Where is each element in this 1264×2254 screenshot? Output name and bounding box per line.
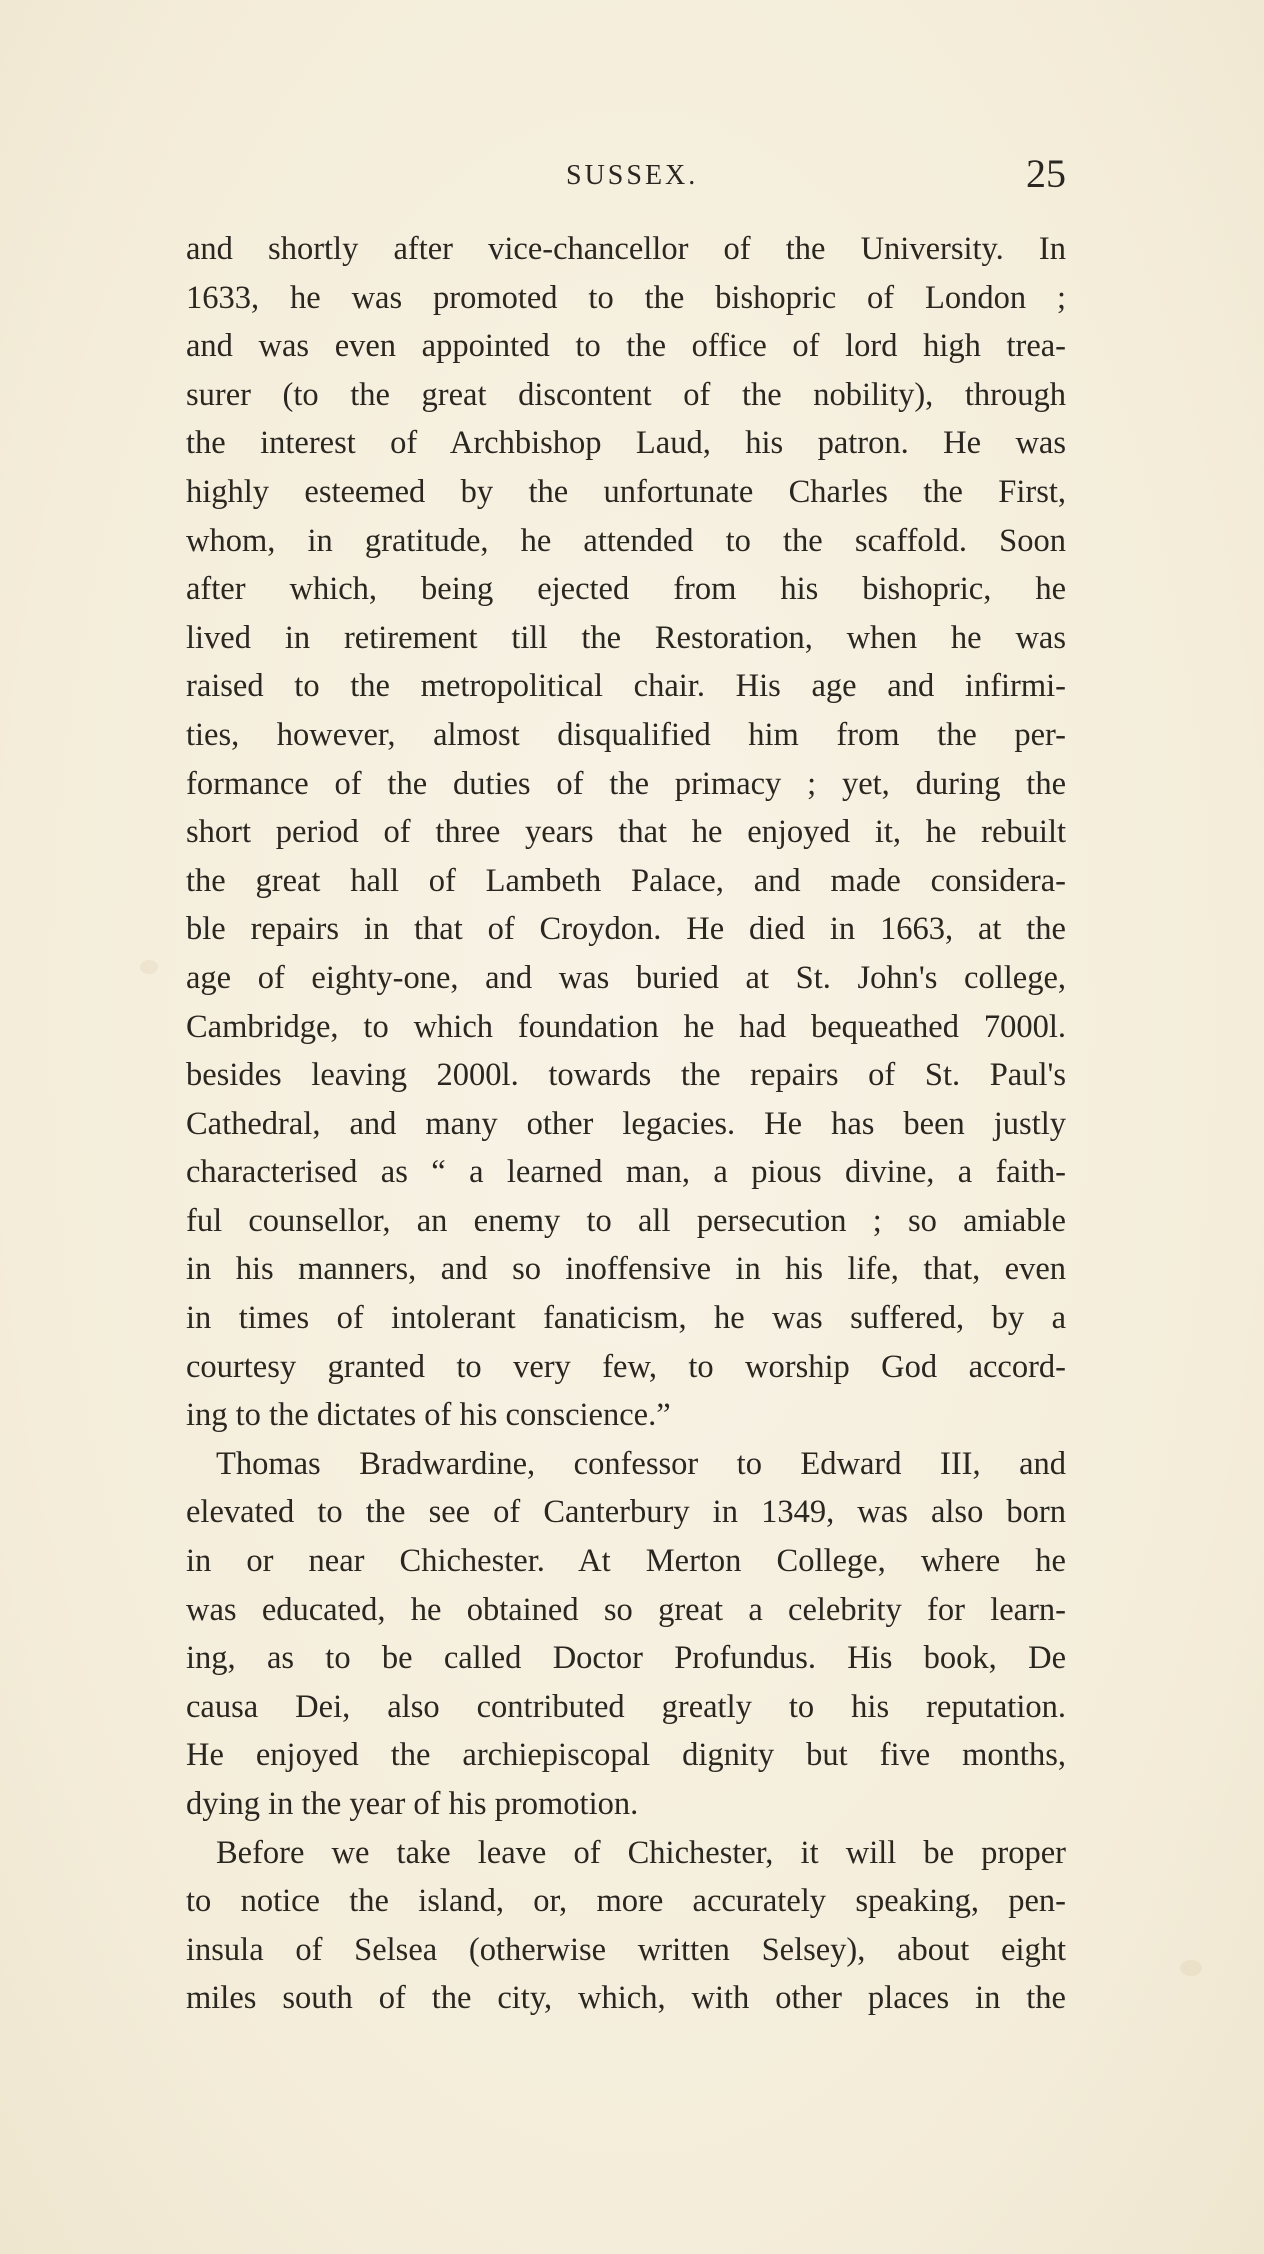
text-line: in times of intolerant fanaticism, he was suffered, by a [186, 1300, 1066, 1337]
text-line: whom, in gratitude, he attended to the scaffold. Soon [186, 522, 1066, 559]
text-line: ties, however, almost disqualified him from the per- [186, 716, 1066, 753]
body-text [186, 225, 1066, 2023]
paragraph-start-line: Thomas Bradwardine, confessor to Edward III, and [216, 1445, 1066, 1482]
text-line: insula of Selsea (otherwise written Selsey), about eight [186, 1931, 1066, 1968]
foxing-spot [140, 960, 158, 974]
page-header [186, 150, 1066, 200]
text-line: surer (to the great discontent of the nobility), through [186, 376, 1066, 413]
foxing-spot [1180, 1960, 1202, 1976]
text-line: lived in retirement till the Restoration, when he was [186, 619, 1066, 656]
text-line: characterised as “ a learned man, a pious divine, a faith- [186, 1154, 1066, 1191]
text-line: miles south of the city, which, with other places in the [186, 1980, 1066, 2017]
text-line: Cambridge, to which foundation he had bequeathed 7000l. [186, 1008, 1066, 1045]
text-line: raised to the metropolitical chair. His age and infirmi- [186, 668, 1066, 705]
text-line: He enjoyed the archiepiscopal dignity but five months, [186, 1737, 1066, 1774]
text-line: in his manners, and so inoffensive in his life, that, even [186, 1251, 1066, 1288]
text-line: in or near Chichester. At Merton College, where he [186, 1543, 1066, 1580]
text-line: Cathedral, and many other legacies. He has been justly [186, 1105, 1066, 1142]
text-line: elevated to the see of Canterbury in 1349, was also born [186, 1494, 1066, 1531]
text-line: highly esteemed by the unfortunate Charles the First, [186, 473, 1066, 510]
text-line: causa Dei, also contributed greatly to his reputation. [186, 1688, 1066, 1725]
text-line: the great hall of Lambeth Palace, and made considera- [186, 862, 1066, 899]
paragraph-start-line: Before we take leave of Chichester, it will be proper [216, 1834, 1066, 1871]
text-line: ing, as to be called Doctor Profundus. His book, De [186, 1640, 1066, 1677]
text-line: 1633, he was promoted to the bishopric of London ; [186, 279, 1066, 316]
text-line: age of eighty-one, and was buried at St. John's college, [186, 959, 1066, 996]
text-line: the interest of Archbishop Laud, his patron. He was [186, 425, 1066, 462]
page-number: 25 [1026, 151, 1066, 196]
text-line: courtesy granted to very few, to worship God accord- [186, 1348, 1066, 1385]
text-line: ble repairs in that of Croydon. He died in 1663, at the [186, 911, 1066, 948]
text-line: ful counsellor, an enemy to all persecution ; so amiable [186, 1202, 1066, 1239]
running-head: SUSSEX. [566, 160, 699, 191]
text-line: besides leaving 2000l. towards the repairs of St. Paul's [186, 1057, 1066, 1094]
text-line: formance of the duties of the primacy ; yet, during the [186, 765, 1066, 802]
text-line: short period of three years that he enjoyed it, he rebuilt [186, 814, 1066, 851]
text-line: and was even appointed to the office of lord high trea- [186, 328, 1066, 365]
text-line: and shortly after vice-chancellor of the University. In [186, 231, 1066, 267]
text-line: dying in the year of his promotion. [186, 1786, 639, 1822]
text-line: ing to the dictates of his conscience.” [186, 1397, 671, 1434]
text-line: after which, being ejected from his bishopric, he [186, 571, 1066, 608]
text-line: was educated, he obtained so great a celebrity for learn- [186, 1591, 1066, 1628]
text-line: to notice the island, or, more accurately speaking, pen- [186, 1883, 1066, 1920]
